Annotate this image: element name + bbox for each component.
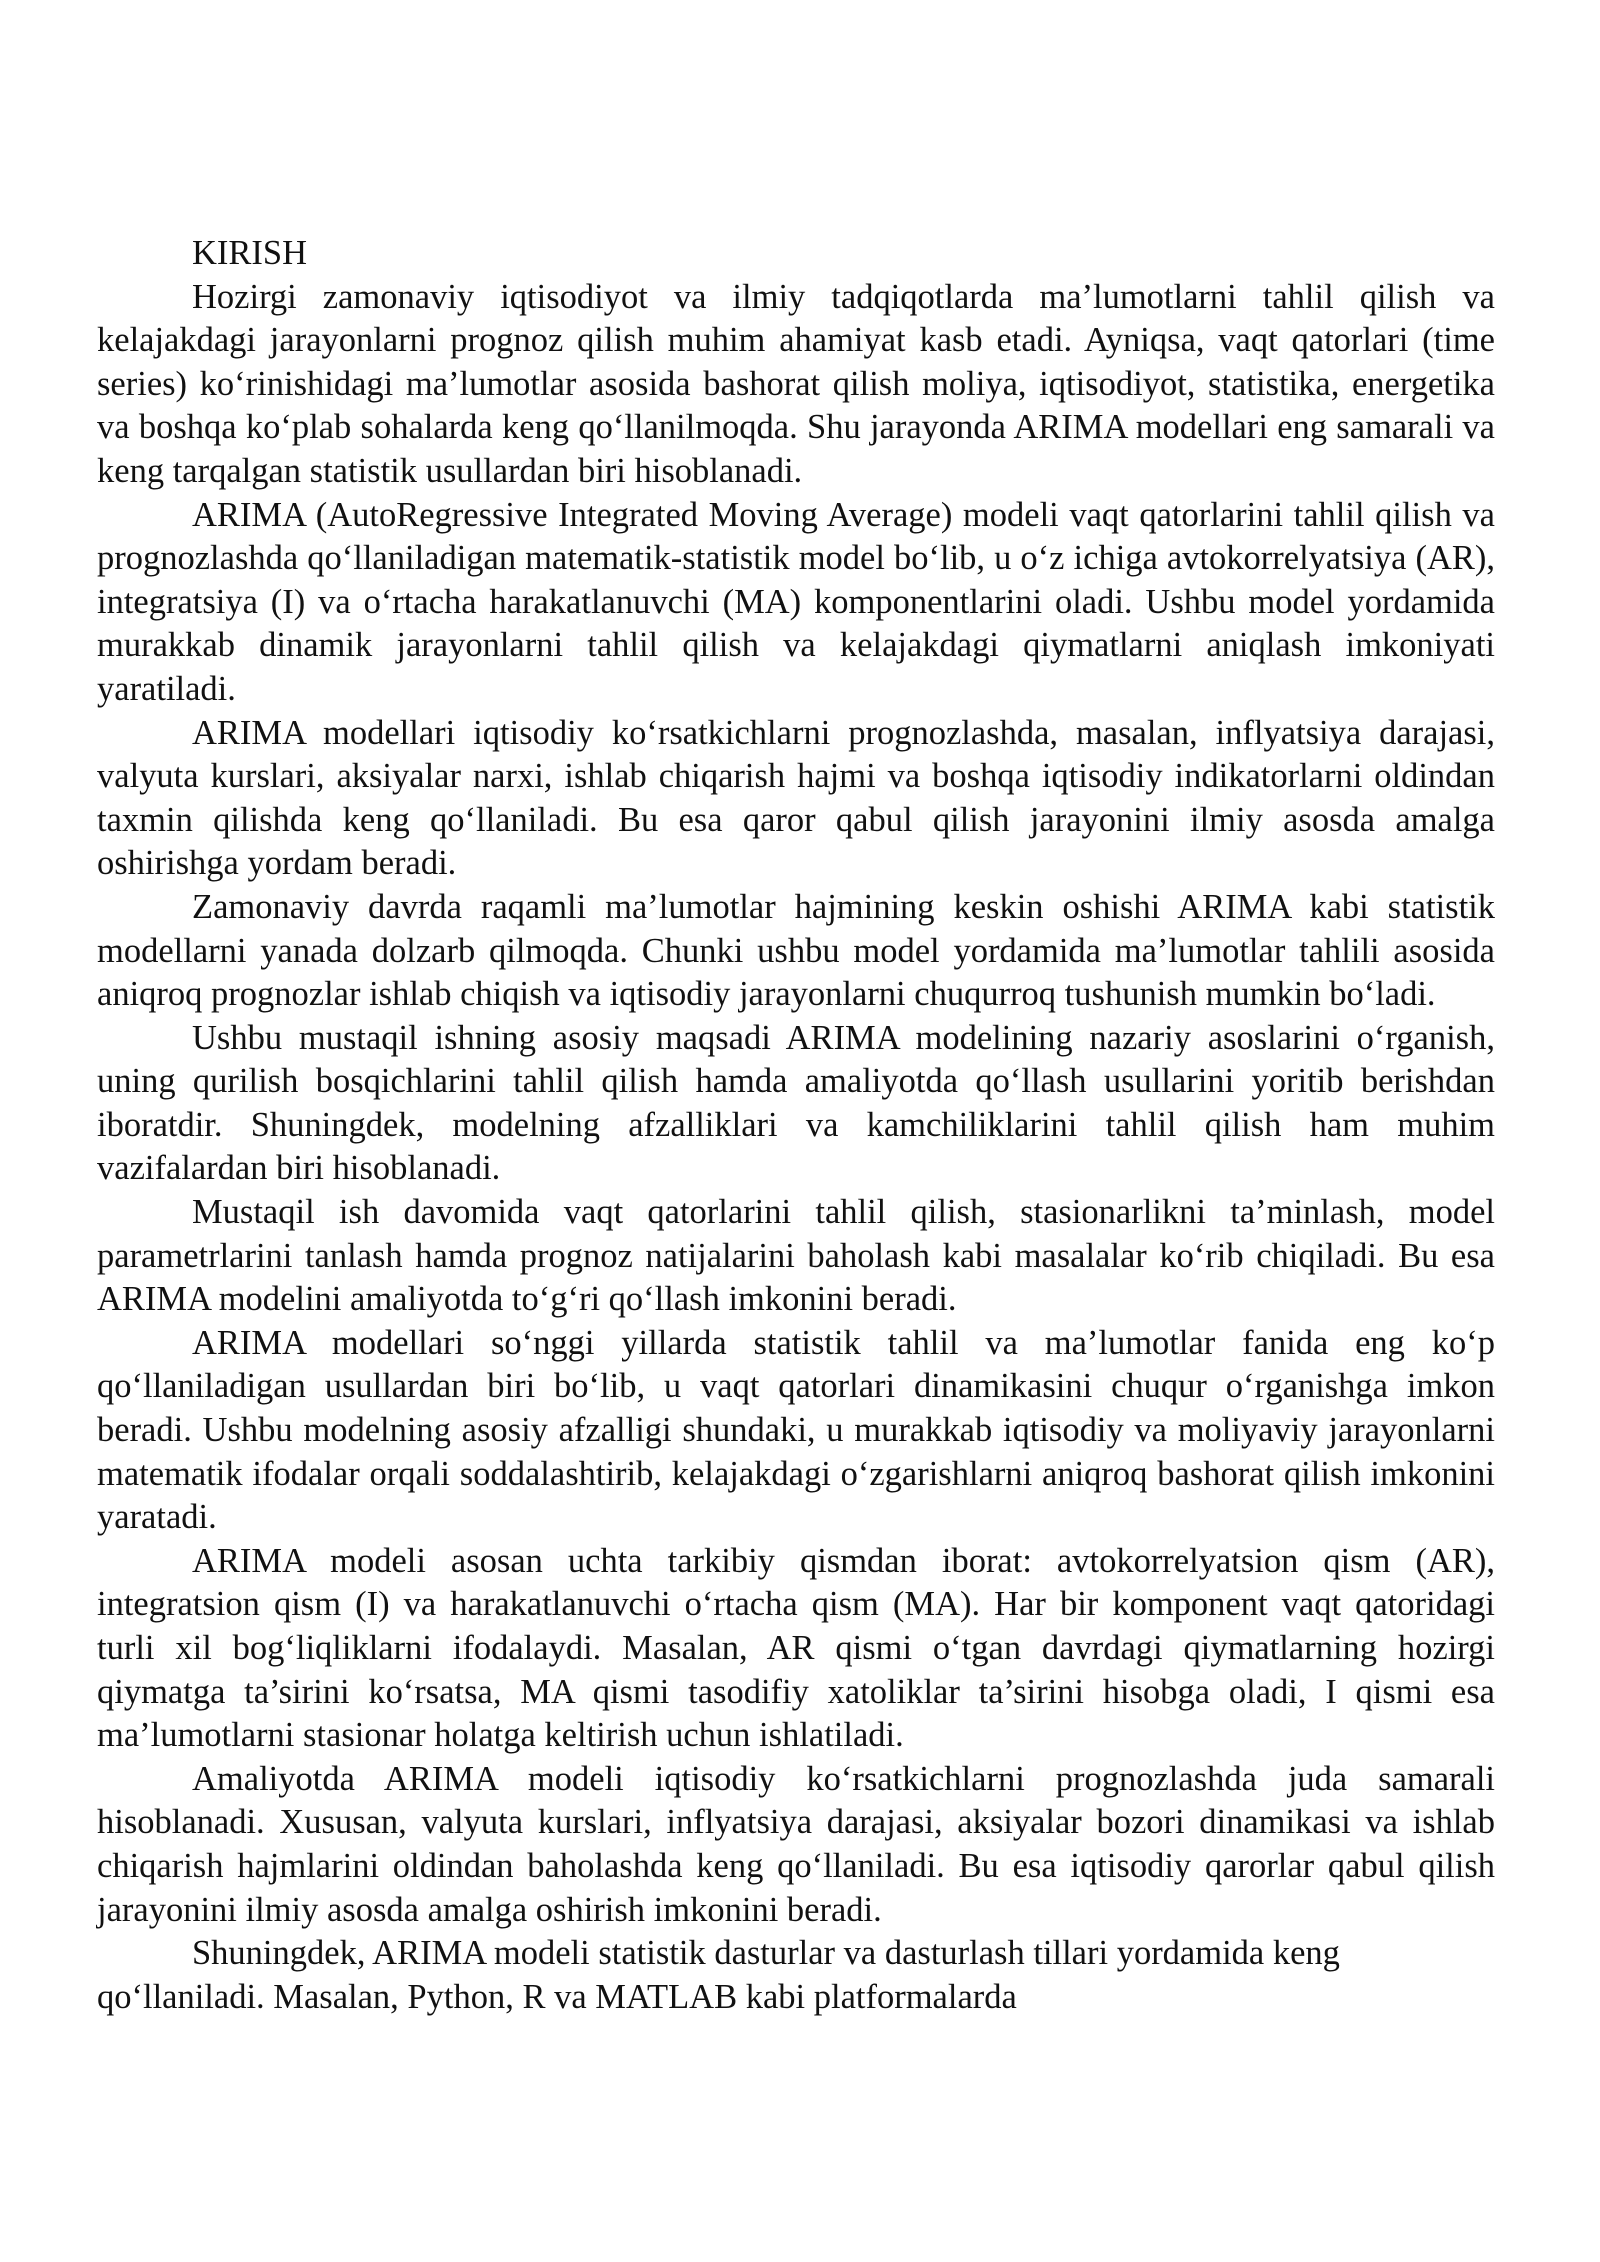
document-body <box>97 232 1495 2019</box>
paragraph-1: Hozirgi zamonaviy iqtisodiyot va ilmiy tadqiqotlarda ma’lumotlarni tahlil qilish va kelajakdagi jarayonlarni prognoz qilish muhim ahamiyat kasb etadi. Ayniqsa, vaqt qatorlari (time series) ko‘rinishidagi ma’lumotlar asosida bashorat qilish moliya, iqtisodiyot, statistika, energetika va boshqa ko‘plab sohalarda keng qo‘llanilmoqda. Shu jarayonda ARIMA modellari eng samarali va keng tarqalgan statistik usullardan biri hisoblanadi. <box>97 277 1495 490</box>
paragraph-10: Shuningdek, ARIMA modeli statistik dasturlar va dasturlash tillari yordamida keng qo‘llaniladi. Masalan, Python, R va MATLAB kabi platformalarda <box>97 1934 1340 2016</box>
paragraph-4: Zamonaviy davrda raqamli ma’lumotlar hajmining keskin oshishi ARIMA kabi statistik modellarni yanada dolzarb qilmoqda. Chunki ushbu model yordamida ma’lumotlar tahlili asosida aniqroq prognozlar ishlab chiqish va iqtisodiy jarayonlarni chuqurroq tushunish mumkin bo‘ladi. <box>97 887 1495 1014</box>
section-heading: KIRISH <box>192 234 308 272</box>
paragraph-8: ARIMA modeli asosan uchta tarkibiy qismdan iborat: avtokorrelyatsion qism (AR), integratsion qism (I) va harakatlanuvchi o‘rtacha qism (MA). Har bir komponent vaqt qatoridagi turli xil bog‘liqliklarni ifodalaydi. Masalan, AR qismi o‘tgan davrdagi qiymatlarning hozirgi qiymatga ta’sirini ko‘rsatsa, MA qismi tasodifiy xatoliklar ta’sirini hisobga oladi, I qismi esa ma’lumotlarni stasionar holatga keltirish uchun ishlatiladi. <box>97 1541 1495 1755</box>
paragraph-6: Mustaqil ish davomida vaqt qatorlarini tahlil qilish, stasionarlikni ta’minlash, model parametrlarini tanlash hamda prognoz natijalarini baholash kabi masalalar ko‘rib chiqiladi. Bu esa ARIMA modelini amaliyotda to‘g‘ri qo‘llash imkonini beradi. <box>97 1193 1495 1319</box>
paragraph-7: ARIMA modellari so‘nggi yillarda statistik tahlil va ma’lumotlar fanida eng ko‘p qo‘llaniladigan usullardan biri bo‘lib, u vaqt qatorlari dinamikasini chuqur o‘rganishga imkon beradi. Ushbu modelning asosiy afzalligi shundaki, u murakkab iqtisodiy va moliyaviy jarayonlarni matematik ifodalar orqali soddalashtirib, kelajakdagi o‘zgarishlarni aniqroq bashorat qilish imkonini yaratadi. <box>97 1323 1495 1537</box>
paragraph-2: ARIMA (AutoRegressive Integrated Moving Average) modeli vaqt qatorlarini tahlil qilish va prognozlashda qo‘llaniladigan matematik-statistik model bo‘lib, u o‘z ichiga avtokorrelyatsiya (AR), integratsiya (I) va o‘rtacha harakatlanuvchi (MA) komponentlarini oladi. Ushbu model yordamida murakkab dinamik jarayonlarni tahlil qilish va kelajakdagi qiymatlarni aniqlash imkoniyati yaratiladi. <box>97 495 1495 708</box>
paragraph-3: ARIMA modellari iqtisodiy ko‘rsatkichlarni prognozlashda, masalan, inflyatsiya darajasi, valyuta kurslari, aksiyalar narxi, ishlab chiqarish hajmi va boshqa iqtisodiy indikatorlarni oldindan taxmin qilishda keng qo‘llaniladi. Bu esa qaror qabul qilish jarayonini ilmiy asosda amalga oshirishga yordam beradi. <box>97 713 1495 883</box>
paragraph-5: Ushbu mustaqil ishning asosiy maqsadi ARIMA modelining nazariy asoslarini o‘rganish, uning qurilish bosqichlarini tahlil qilish hamda amaliyotda qo‘llash usullarini yoritib berishdan iboratdir. Shuningdek, modelning afzalliklari va kamchiliklarini tahlil qilish ham muhim vazifalardan biri hisoblanadi. <box>97 1018 1495 1188</box>
paragraph-9: Amaliyotda ARIMA modeli iqtisodiy ko‘rsatkichlarni prognozlashda juda samarali hisoblanadi. Xususan, valyuta kurslari, inflyatsiya darajasi, aksiyalar bozori dinamikasi va ishlab chiqarish hajmlarini oldindan baholashda keng qo‘llaniladi. Bu esa iqtisodiy qarorlar qabul qilish jarayonini ilmiy asosda amalga oshirish imkonini beradi. <box>97 1759 1495 1929</box>
